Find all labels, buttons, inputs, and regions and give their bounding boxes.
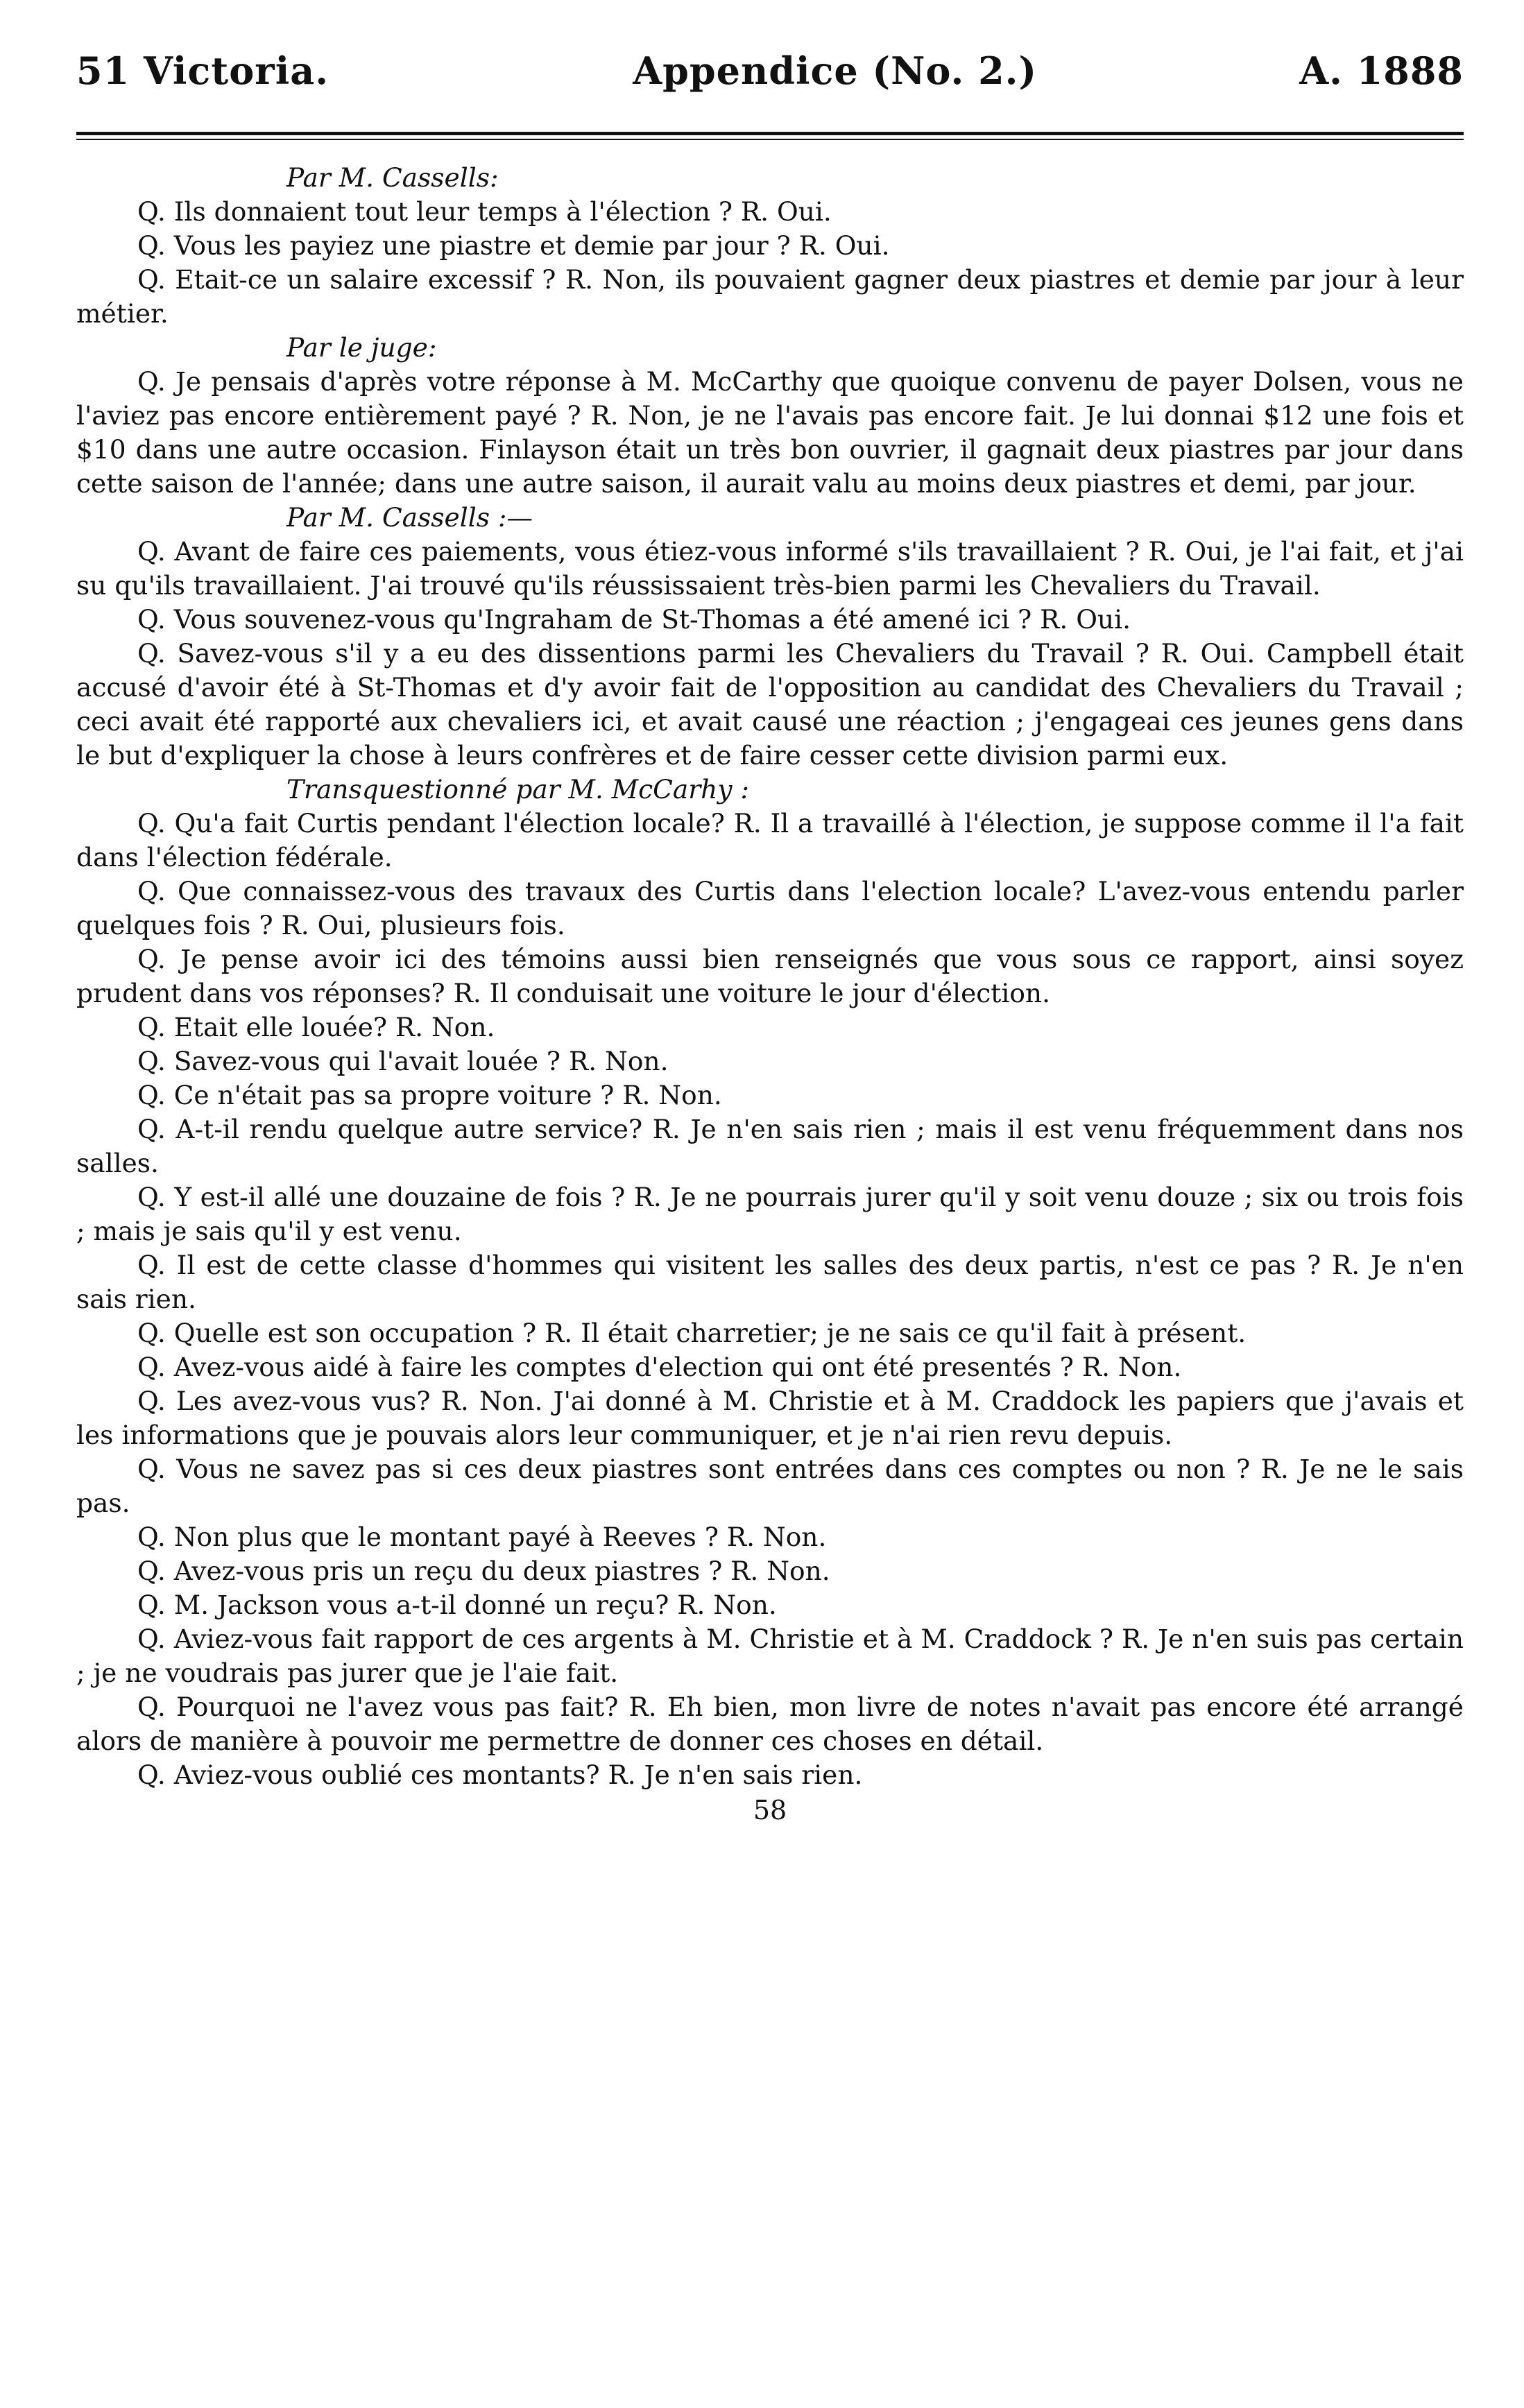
header-rule-thin bbox=[76, 139, 1464, 140]
qa-paragraph: Q. Qu'a fait Curtis pendant l'élection locale? R. Il a travaillé à l'élection, je suppose comme il l'a fait dans l'élection fédérale. bbox=[76, 808, 1464, 872]
qa-paragraph: Q. A-t-il rendu quelque autre service? R. Je n'en sais rien ; mais il est venu fréquemment dans nos salles. bbox=[76, 1114, 1464, 1178]
qa-paragraph: Q. Vous les payiez une piastre et demie par jour ? R. Oui. bbox=[137, 230, 890, 261]
document-page bbox=[76, 49, 1464, 1825]
qa-paragraph: Q. Les avez-vous vus? R. Non. J'ai donné à M. Christie et à M. Craddock les papiers que j'avais et les informations que je pouvais alors leur communiquer, et je n'ai rien revu depuis. bbox=[76, 1386, 1464, 1450]
qa-paragraph: Q. Savez-vous s'il y a eu des dissentions parmi les Chevaliers du Travail ? R. Oui. Campbell était accusé d'avoir été à St-Thomas et d'y avoir fait de l'opposition au candidat des Chevaliers du Travail ; ceci avait été rapporté aux chevaliers ici, et avait causé une réaction ; j'engageai ces jeunes gens dans le but d'expliquer la chose à leurs confrères et de faire cesser cette division parmi eux. bbox=[76, 638, 1464, 771]
running-header bbox=[76, 49, 1464, 104]
speaker-heading: Transquestionné par M. McCarhy : bbox=[286, 774, 750, 805]
qa-paragraph: Q. Vous ne savez pas si ces deux piastres sont entrées dans ces comptes ou non ? R. Je ne le sais pas. bbox=[76, 1454, 1464, 1518]
qa-paragraph: Q. Il est de cette classe d'hommes qui visitent les salles des deux partis, n'est ce pas ? R. Je n'en sais rien. bbox=[76, 1250, 1464, 1314]
qa-paragraph: Q. Etait-ce un salaire excessif ? R. Non, ils pouvaient gagner deux piastres et demie par jour à leur métier. bbox=[76, 264, 1464, 329]
qa-paragraph: Q. Savez-vous qui l'avait louée ? R. Non. bbox=[137, 1046, 669, 1076]
qa-paragraph: Q. Aviez-vous fait rapport de ces argents à M. Christie et à M. Craddock ? R. Je n'en suis pas certain ; je ne voudrais pas jurer que je l'aie fait. bbox=[76, 1624, 1464, 1688]
qa-paragraph: Q. Vous souvenez-vous qu'Ingraham de St-Thomas a été amené ici ? R. Oui. bbox=[137, 604, 1131, 635]
page-number: 58 bbox=[753, 1795, 787, 1825]
speaker-heading: Par le juge: bbox=[286, 332, 437, 363]
qa-paragraph: Q. Je pensais d'après votre réponse à M. McCarthy que quoique convenu de payer Dolsen, vous ne l'aviez pas encore entièrement payé ? R. Non, je ne l'avais pas encore fait. Je lui donnai $12 une fois et $10 dans une autre occasion. Finlayson était un très bon ouvrier, il gagnait deux piastres par jour dans cette saison de l'année; dans une autre saison, il aurait valu au moins deux piastres et demi, par jour. bbox=[76, 366, 1464, 499]
qa-paragraph: Q. Y est-il allé une douzaine de fois ? R. Je ne pourrais jurer qu'il y soit venu douze ; six ou trois fois ; mais je sais qu'il y est venu. bbox=[76, 1182, 1464, 1246]
qa-paragraph: Q. Avez-vous pris un reçu du deux piastres ? R. Non. bbox=[137, 1556, 830, 1586]
qa-paragraph: Q. Etait elle louée? R. Non. bbox=[137, 1012, 495, 1042]
qa-paragraph: Q. Avant de faire ces paiements, vous étiez-vous informé s'ils travaillaient ? R. Oui, je l'ai fait, et j'ai su qu'ils travaillaient. J'ai trouvé qu'ils réussissaient très-bien parmi les Chevaliers du Travail. bbox=[76, 536, 1464, 601]
qa-paragraph: Q. Que connaissez-vous des travaux des Curtis dans l'election locale? L'avez-vous entendu parler quelques fois ? R. Oui, plusieurs fois. bbox=[76, 876, 1464, 940]
qa-paragraph: Q. M. Jackson vous a-t-il donné un reçu? R. Non. bbox=[137, 1590, 777, 1620]
header-right: A. 1888 bbox=[1299, 49, 1464, 93]
testimony-body bbox=[76, 161, 1464, 1792]
qa-paragraph: Q. Quelle est son occupation ? R. Il était charretier; je ne sais ce qu'il fait à présent. bbox=[137, 1318, 1247, 1348]
speaker-heading: Par M. Cassells :— bbox=[286, 502, 533, 533]
qa-paragraph: Q. Ce n'était pas sa propre voiture ? R. Non. bbox=[137, 1080, 722, 1110]
qa-paragraph: Q. Ils donnaient tout leur temps à l'élection ? R. Oui. bbox=[137, 196, 832, 227]
qa-paragraph: Q. Avez-vous aidé à faire les comptes d'election qui ont été presentés ? R. Non. bbox=[137, 1352, 1182, 1382]
header-left: 51 Victoria. bbox=[76, 49, 329, 93]
header-center: Appendice (No. 2.) bbox=[633, 49, 1038, 93]
header-rule-thick bbox=[76, 132, 1464, 135]
qa-paragraph: Q. Pourquoi ne l'avez vous pas fait? R. Eh bien, mon livre de notes n'avait pas encore été arrangé alors de manière à pouvoir me permettre de donner ces choses en détail. bbox=[76, 1692, 1464, 1756]
qa-paragraph: Q. Non plus que le montant payé à Reeves ? R. Non. bbox=[137, 1522, 827, 1552]
qa-paragraph: Q. Je pense avoir ici des témoins aussi bien renseignés que vous sous ce rapport, ainsi soyez prudent dans vos réponses? R. Il conduisait une voiture le jour d'élection. bbox=[76, 944, 1464, 1008]
speaker-heading: Par M. Cassells: bbox=[286, 162, 499, 193]
qa-paragraph: Q. Aviez-vous oublié ces montants? R. Je n'en sais rien. bbox=[137, 1760, 863, 1790]
